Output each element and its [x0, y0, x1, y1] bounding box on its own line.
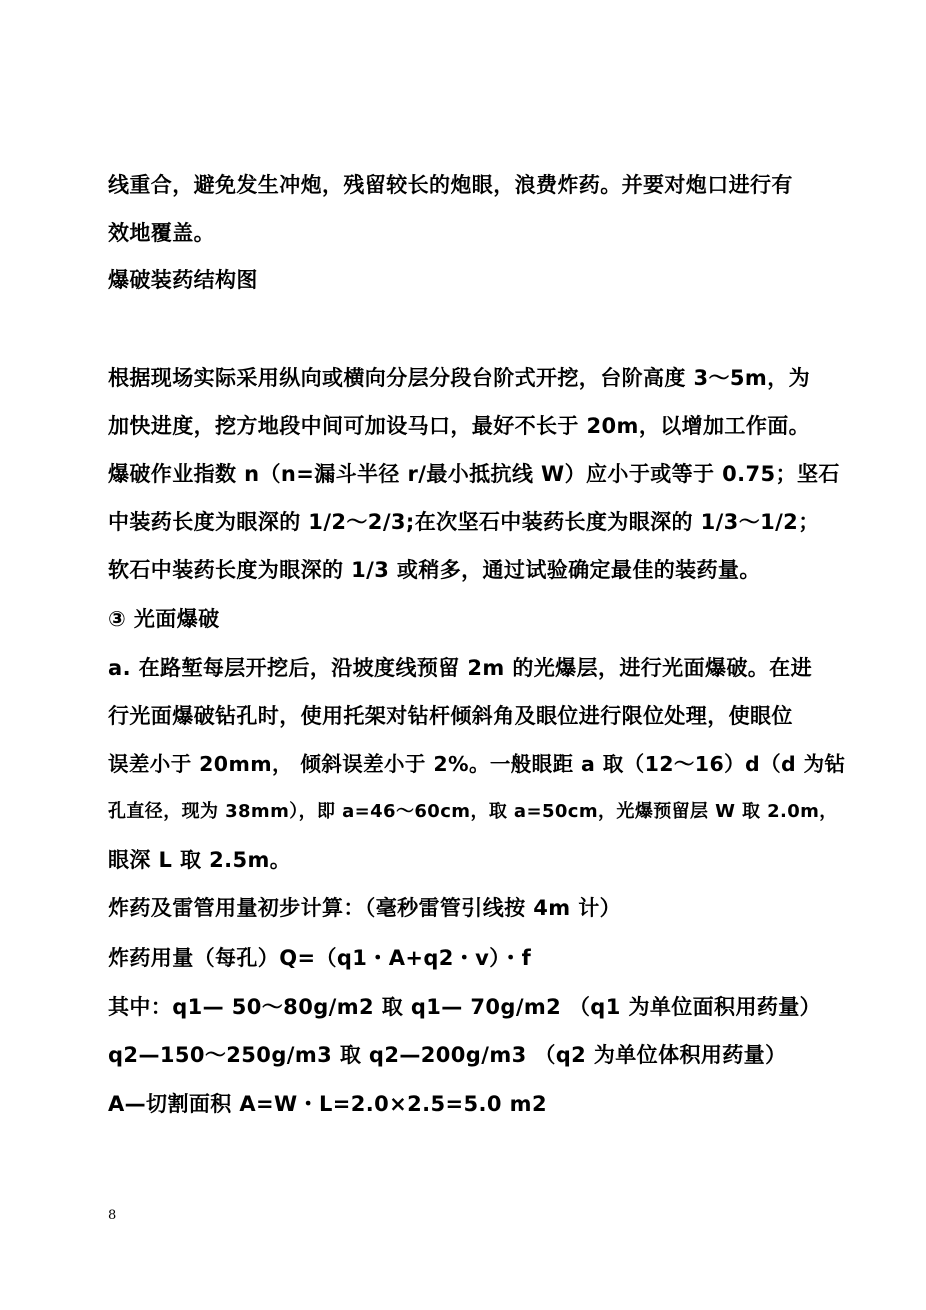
text-line: 软石中装药长度为眼深的 1/3 或稍多，通过试验确定最佳的装药量。 — [108, 558, 761, 582]
text-line: 孔直径，现为 38mm），即 a=46～60cm，取 a=50cm，光爆预留层 W 取 2.0m， — [108, 801, 838, 822]
text-line: 效地覆盖。 — [108, 221, 215, 245]
text-line: 爆破作业指数 n（n=漏斗半径 r/最小抵抗线 W）应小于或等于 0.75；坚石 — [108, 462, 840, 486]
text-line: 线重合，避免发生冲炮，残留较长的炮眼，浪费炸药。并要对炮口进行有 — [108, 173, 793, 197]
section-heading: 爆破装药结构图 — [108, 268, 258, 292]
text-line: 中装药长度为眼深的 1/2～2/3;在次坚石中装药长度为眼深的 1/3～1/2； — [108, 510, 820, 534]
formula-line: A—切割面积 A=W・L=2.0×2.5=5.0 m2 — [108, 1092, 547, 1116]
page-number: 8 — [108, 1208, 117, 1223]
text-line: 加快进度，挖方地段中间可加设马口，最好不长于 20m，以增加工作面。 — [108, 414, 811, 438]
text-line: a. 在路堑每层开挖后，沿坡度线预留 2m 的光爆层，进行光面爆破。在进 — [108, 656, 812, 680]
text-line: 行光面爆破钻孔时，使用托架对钻杆倾斜角及眼位进行限位处理，使眼位 — [108, 704, 793, 728]
formula-line: 炸药用量（每孔）Q=（q1・A+q2・v）・f — [108, 946, 532, 970]
section-heading: ③ 光面爆破 — [108, 607, 220, 631]
formula-line: q2—150～250g/m3 取 q2—200g/m3 （q2 为单位体积用药量） — [108, 1043, 787, 1067]
text-line: 根据现场实际采用纵向或横向分层分段台阶式开挖，台阶高度 3～5m，为 — [108, 366, 811, 390]
text-line: 炸药及雷管用量初步计算：（毫秒雷管引线按 4m 计） — [108, 896, 622, 920]
text-line: 误差小于 20mm， 倾斜误差小于 2%。一般眼距 a 取（12～16）d（d 为钻 — [108, 752, 846, 776]
text-line: 眼深 L 取 2.5m。 — [108, 848, 292, 872]
formula-line: 其中：q1— 50～80g/m2 取 q1— 70g/m2 （q1 为单位面积用药量） — [108, 995, 822, 1019]
